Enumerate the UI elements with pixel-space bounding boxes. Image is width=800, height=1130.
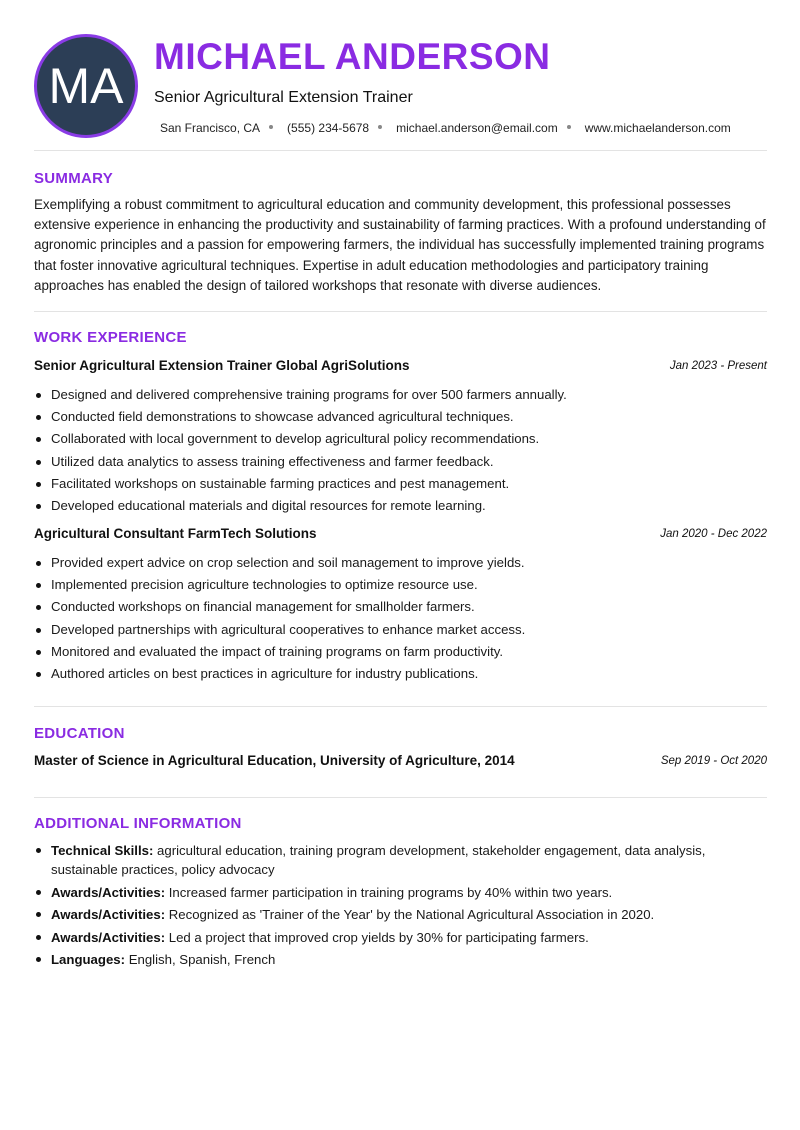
avatar: MA bbox=[34, 34, 138, 138]
education-heading: EDUCATION bbox=[34, 725, 125, 742]
item-label: Technical Skills: bbox=[51, 843, 154, 858]
education-entry bbox=[34, 753, 767, 773]
additional-info-heading: ADDITIONAL INFORMATION bbox=[34, 815, 242, 832]
list-item bbox=[34, 928, 754, 947]
job-date: Jan 2023 - Present bbox=[669, 360, 767, 372]
list-item: Provided expert advice on crop selection and soil management to improve yields. bbox=[34, 552, 767, 574]
resume-header bbox=[34, 34, 767, 139]
job-entry bbox=[34, 526, 767, 685]
contact-website[interactable]: www.michaelanderson.com bbox=[584, 121, 731, 135]
list-item bbox=[34, 841, 754, 879]
divider bbox=[34, 706, 767, 707]
divider bbox=[34, 797, 767, 798]
additional-info-list bbox=[34, 841, 754, 973]
item-label: Awards/Activities: bbox=[51, 907, 166, 922]
separator-dot bbox=[269, 125, 273, 129]
item-text: Increased farmer participation in training programs by 40% within two years. bbox=[168, 884, 613, 900]
contact-phone: (555) 234-5678 bbox=[287, 121, 370, 135]
education-date: Sep 2019 - Oct 2020 bbox=[660, 755, 767, 767]
list-item: Developed partnerships with agricultural cooperatives to enhance market access. bbox=[34, 619, 767, 641]
separator-dot bbox=[567, 125, 571, 129]
list-item bbox=[34, 883, 754, 902]
candidate-name: MICHAEL ANDERSON bbox=[154, 36, 551, 77]
list-item bbox=[34, 905, 754, 924]
item-text: English, Spanish, French bbox=[128, 952, 276, 967]
list-item bbox=[34, 950, 754, 969]
list-item: Utilized data analytics to assess training effectiveness and farmer feedback. bbox=[34, 451, 767, 473]
summary-heading: SUMMARY bbox=[34, 170, 114, 187]
item-label: Awards/Activities: bbox=[51, 884, 166, 900]
contact-location: San Francisco, CA bbox=[160, 121, 261, 135]
job-bullets bbox=[34, 552, 767, 685]
separator-dot bbox=[378, 125, 382, 129]
list-item: Designed and delivered comprehensive training programs for over 500 farmers annually. bbox=[34, 384, 767, 406]
contact-bar bbox=[160, 121, 731, 135]
divider bbox=[34, 150, 767, 151]
list-item: Facilitated workshops on sustainable farming practices and pest management. bbox=[34, 473, 767, 495]
item-text: Recognized as 'Trainer of the Year' by the National Agricultural Association in 2020. bbox=[168, 907, 655, 922]
work-experience-heading: WORK EXPERIENCE bbox=[34, 329, 187, 346]
job-entry bbox=[34, 358, 767, 517]
contact-email[interactable]: michael.anderson@email.com bbox=[396, 121, 558, 135]
list-item: Monitored and evaluated the impact of training programs on farm productivity. bbox=[34, 641, 767, 663]
list-item: Conducted workshops on financial management for smallholder farmers. bbox=[34, 596, 767, 618]
job-role: Senior Agricultural Extension Trainer Global AgriSolutions bbox=[34, 358, 410, 373]
list-item: Authored articles on best practices in agriculture for industry publications. bbox=[34, 663, 767, 685]
list-item: Implemented precision agriculture technologies to optimize resource use. bbox=[34, 574, 767, 596]
summary-text: Exemplifying a robust commitment to agricultural education and community development, this professional possesses extensive experience in enhancing the productivity and sustainability of farming practices. With a profound understanding of agronomic principles and a passion for empowering farmers, the individual has successfully implemented training programs that foster innovative agricultural techniques. Expertise in adult education methodologies and participatory training approaches has enabled the design of tailored workshops that resonate with diverse audiences. bbox=[34, 197, 766, 293]
list-item: Conducted field demonstrations to showcase advanced agricultural techniques. bbox=[34, 406, 767, 428]
education-degree: Master of Science in Agricultural Education, University of Agriculture, 2014 bbox=[34, 753, 515, 768]
item-label: Awards/Activities: bbox=[51, 929, 166, 945]
list-item: Collaborated with local government to develop agricultural policy recommendations. bbox=[34, 428, 767, 450]
job-role: Agricultural Consultant FarmTech Solutions bbox=[34, 526, 317, 541]
item-text: agricultural education, training program development, stakeholder engagement, data analysis, sustainable practices, policy advocacy bbox=[51, 843, 706, 877]
item-text: Led a project that improved crop yields by 30% for participating farmers. bbox=[168, 929, 589, 945]
divider bbox=[34, 311, 767, 312]
candidate-title: Senior Agricultural Extension Trainer bbox=[154, 89, 413, 106]
item-label: Languages: bbox=[51, 952, 126, 967]
job-date: Jan 2020 - Dec 2022 bbox=[660, 528, 767, 540]
job-bullets bbox=[34, 384, 767, 517]
list-item: Developed educational materials and digital resources for remote learning. bbox=[34, 495, 767, 517]
